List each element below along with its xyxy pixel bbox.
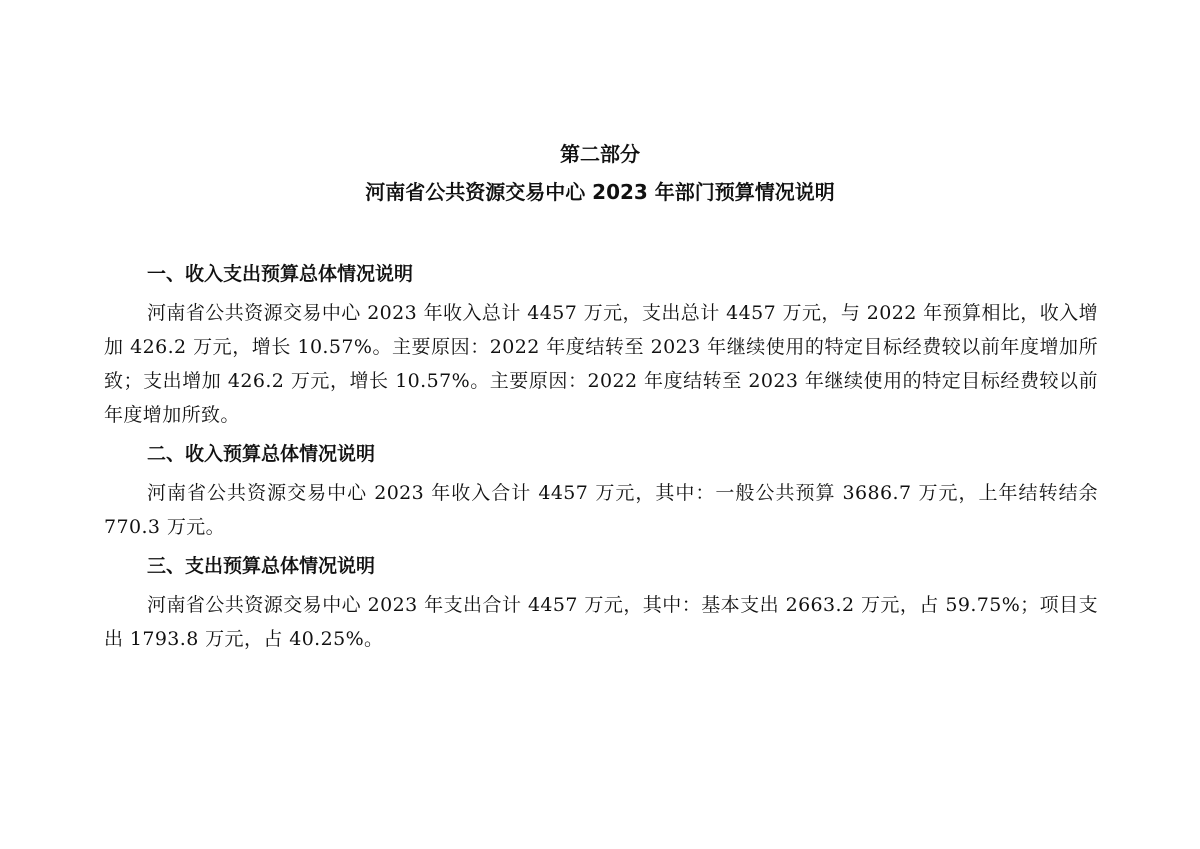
- section-expenditure-overview: [104, 550, 1098, 656]
- section-heading: 三、支出预算总体情况说明: [147, 555, 376, 577]
- section-paragraph: 河南省公共资源交易中心 2023 年收入总计 4457 万元，支出总计 4457 万元，与 2022 年预算相比，收入增加 426.2 万元，增长 10.57%。主要原因：2022 年度结转至 2023 年继续使用的特定目标经费较以前年度增加所致；支出增加 426.2 万元，增长 10.57%。主要原因：2022 年度结转至 2023 年继续使用的特定目标经费较以前年度增加所致。: [104, 302, 1098, 426]
- document-title: 河南省公共资源交易中心 2023 年部门预算情况说明: [365, 180, 835, 204]
- section-heading: 二、收入预算总体情况说明: [147, 443, 376, 465]
- section-paragraph: 河南省公共资源交易中心 2023 年收入合计 4457 万元，其中：一般公共预算 3686.7 万元，上年结转结余 770.3 万元。: [104, 482, 1098, 538]
- section-paragraph: 河南省公共资源交易中心 2023 年支出合计 4457 万元，其中：基本支出 2663.2 万元，占 59.75%；项目支出 1793.8 万元，占 40.25%。: [104, 594, 1098, 650]
- section-income-overview: [104, 438, 1098, 544]
- section-heading: 一、收入支出预算总体情况说明: [147, 263, 414, 285]
- part-label: 第二部分: [560, 142, 640, 166]
- document-body: [104, 258, 1098, 662]
- section-income-expenditure-overview: [104, 258, 1098, 432]
